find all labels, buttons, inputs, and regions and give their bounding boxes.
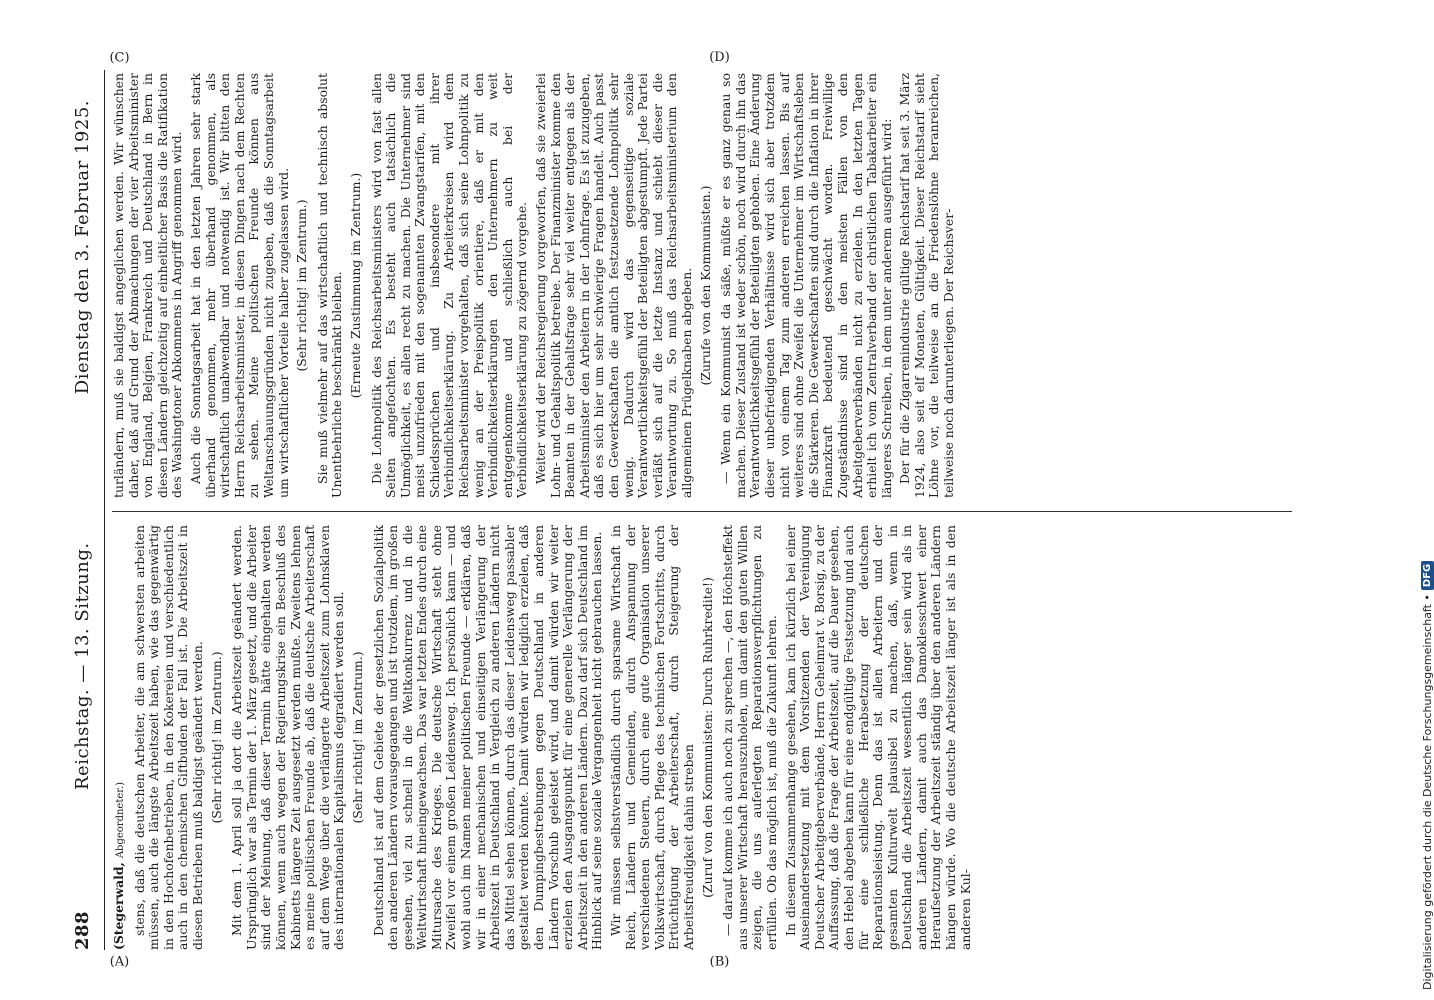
paragraph: In diesem Zusammenhange gesehen, kam ich kürzlich bei einer Auseinandersetzung mit dem Vorsitzenden der Vereinigung Deutscher Arbeitgeberverbände, Herrn Geheimrat v. Borsig, zu der Auffassung, daß die Frage der Arbeitszeit, auf die Dauer gesehen, den Hebel abgeben kann für eine endgültige Festsetzung und auch für eine schließliche Herabsetzung der deutschen Reparationsleistung. Denn das ist allen Arbeitern und der gesamten Kulturwelt plausibel zu machen, daß, wenn in Deutschland die Arbeitszeit wesentlich länger sein wird als in anderen Ländern, damit auch das Damoklesschwert einer Heraufsetzung der Arbeitszeit ständig über den anderen Ländern hängen würde. Wo die deutsche Arbeitszeit länger ist als in den anderen Kul- bbox=[782, 525, 973, 950]
dfg-logo-icon: DFG bbox=[1421, 561, 1434, 590]
header-right-title: Dienstag den 3. Februar 1925. bbox=[71, 100, 93, 395]
speaker-name: (Stegerwald, bbox=[111, 862, 126, 950]
digitization-credit bbox=[1421, 561, 1434, 990]
interjection: (Erneute Zustimmung im Zentrum.) bbox=[347, 172, 363, 399]
interjection: (Zurufe von den Kommunisten.) bbox=[697, 185, 713, 386]
column-divider bbox=[112, 511, 1292, 512]
paragraph: Weiter wird der Reichsregierung vorgeworfen, daß sie zweierlei Lohn- und Gehaltspolitik betreibe. Der Finanzminister komme den Beamten in der Gehaltsfrage sehr viel weiter entgegen als der Arbeitsminister den Arbeitern in der Lohnfrage. Es ist zuzugeben, daß es sich hier um sehr schwierige Fragen handelt. Auch passt den Gewerkschaften die amtlich festzusetzende Lohnpolitik sehr wenig. Dadurch wird das gegenseitige soziale Verantwortlichkeitsgefühl der Beteiligten abgestumpft. Jede Partei verläßt sich auf die letzte Instanz und schiebt dieser die Verantwortung zu. So muß das Reichsarbeitsministerium den allgemeinen Prügelknaben abgeben. bbox=[533, 73, 694, 498]
column-left bbox=[112, 525, 1292, 950]
column-left-text bbox=[112, 525, 973, 950]
margin-letter-a: (A) bbox=[109, 954, 130, 970]
credit-text: Digitalisierung gefördert durch die Deutsche Forschungsgemeinschaft • bbox=[1421, 594, 1434, 990]
paragraph: Mit dem 1. April soll ja dort die Arbeitszeit geändert werden. Ursprünglich war als Termin der 1. März gesetzt, und die Arbeiter sind der Meinung, daß dieser Termin hätte eingehalten werden können, wenn auch wegen der Regierungskrise ein Beschluß des Kabinetts längere Zeit ausgesetzt werden mußte. Zweitens lehnen es meine politischen Freunde ab, daß die deutsche Arbeiterschaft auf dem Wege über die verlängerte Arbeitszeit zum Lohnsklaven des internationalen Kapitalismus degradiert werden soll. bbox=[229, 525, 347, 950]
paragraph: Sie muß vielmehr auf das wirtschaftlich und technisch absolut Unentbehrliche beschränkt bleiben. bbox=[314, 73, 345, 498]
paragraph: Auch die Sonntagsarbeit hat in den letzten Jahren sehr stark überhand genommen, mehr überhand genommen, als wirtschaftlich unabwendbar und notwendig ist. Wir bitten den Herrn Reichsarbeitsminister, in diesen Dingen nach dem Rechten zu sehen. Meine politischen Freunde können aus Weltanschauungsgründen nicht zugeben, daß die Sonntagsarbeit um wirtschaftlicher Vorteile halber zugelassen wird. bbox=[187, 73, 291, 498]
paragraph: stens, daß die deutschen Arbeiter, die am schwersten arbeiten müssen, auch die längste Arbeitszeit haben, wie das gegenwärtig in den Hochofenbetrieben, in den Kokereien und verschiedentlich auch in den chemischen Giftbuden der Fall ist. Die Arbeitszeit in diesen Betrieben muß baldigst geändert werden. bbox=[131, 525, 205, 950]
speaker-line bbox=[112, 525, 129, 950]
interjection: (Zuruf von den Kommunisten: Durch Ruhrkredite!) bbox=[699, 577, 715, 898]
header-rule bbox=[104, 70, 105, 950]
interjection: (Sehr richtig! im Zentrum.) bbox=[294, 199, 310, 372]
paragraph: turländern, muß sie baldigst angeglichen werden. Wir wünschen daher, daß auf Grund der Abmachungen der vier Arbeitsminister von England, Belgien, Frankreich und Deutschland in Bern in diesen Ländern gleichzeitig auf einheitlicher Basis die Ratifikation des Washingtoner Abkommens in Angriff genommen wird. bbox=[111, 73, 185, 498]
rotated-page bbox=[62, 50, 1302, 970]
column-right-text bbox=[112, 73, 957, 498]
paragraph: Der für die Zigarrenindustrie gültige Reichstarif hat seit 3. März 1924, also seit elf Monaten, Gültigkeit. Dieser Reichstarif sieht Löhne vor, die teilweise an die Friedenslöhne heranreichen, teilweise noch darunterliegen. Der Reichsver- bbox=[897, 73, 957, 498]
margin-letter-c: (C) bbox=[109, 50, 130, 66]
page-number: 288 bbox=[71, 910, 93, 950]
margin-letter-b: (B) bbox=[709, 954, 730, 970]
paragraph: Die Lohnpolitik des Reichsarbeitsministers wird von fast allen Seiten angefochten. Es besteht auch tatsächlich die Unmöglichkeit, es allen recht zu machen. Die Unternehmer sind meist unzufrieden mit den sogenannten Zwangstarifen, mit den Schiedssprüchen und insbesondere mit ihrer Verbindlichkeitserklärung. Zu Arbeiterkreisen wird dem Reichsarbeitsminister vorgehalten, daß sich seine Lohnpolitik zu wenig an der Preispolitik orientiere, daß er mit den Verbindlichkeitserklärungen den Unternehmern zu weit entgegenkomme und schließlich auch bei der Verbindlichkeitserklärung zu zögernd vorgehe. bbox=[368, 73, 530, 498]
paragraph: Deutschland ist auf dem Gebiete der gesetzlichen Sozialpolitik den anderen Ländern vorausgegangen und ist trotzdem, im großen gesehen, viel zu schnell in die Weltkonkurrenz und in die Weltwirtschaft hineingewachsen. Das war letzten Endes durch eine Mitursache des Krieges. Die deutsche Wirtschaft steht ohne Zweifel vor einem großen Leidensweg. Ich persönlich kann — und wohl auch im Namen meiner politischen Freunde — erklären, daß wir in einer mechanischen und einseitigen Verlängerung der Arbeitszeit in Deutschland in Vergleich zu anderen Ländern nicht das Mittel sehen können, durch das dieser Leidensweg passabler gestaltet werden könnte. Damit würden wir lediglich erzielen, daß den Dumpingbestrebungen gegen Deutschland in anderen Ländern Vorschub geleistet wird, und damit würden wir weiter erzielen den Ausgangspunkt für eine generelle Verlängerung der Arbeitszeit in den anderen Ländern. Dazu darf sich Deutschland im Hinblick auf seine soziale Vergangenheit nicht gebrauchen lassen. bbox=[370, 525, 605, 950]
header-left-title: Reichstag. — 13. Sitzung. bbox=[71, 542, 93, 790]
column-right bbox=[112, 73, 1292, 498]
margin-letter-d: (D) bbox=[709, 50, 730, 66]
paragraph: Wir müssen selbstverständlich durch sparsame Wirtschaft in Reich, Ländern und Gemeinden, durch Anspannung der verschiedenen Steuern, durch eine gute Organisation unserer Volkswirtschaft, durch Pflege des technischen Fortschritts, durch Ertüchtigung der Arbeiterschaft, durch Steigerung der Arbeitsfreudigkeit dahin streben bbox=[608, 525, 696, 950]
interjection: (Sehr richtig! im Zentrum.) bbox=[349, 651, 365, 824]
interjection: (Sehr richtig! im Zentrum.) bbox=[208, 651, 224, 824]
speaker-role: Abgeordneter.) bbox=[115, 781, 126, 859]
paragraph: — darauf komme ich auch noch zu sprechen —, den Höchsteffekt aus unserer Wirtschaft herauszuholen, um damit den guten Willen zeigen, die uns auferlegten Reparationsverpflichtungen zu erfüllen. Ob das möglich ist, muß die Zukunft lehren. bbox=[720, 525, 779, 950]
page-header bbox=[62, 70, 102, 950]
paragraph: — Wenn ein Kommunist da säße, müßte er es ganz genau so machen. Dieser Zustand ist weder schön, noch wird durch ihn das Verantwortlichkeitsgefühl der Beteiligten gehoben. Eine Änderung dieser unbefriedigenden Verhältnisse wird sich aber trotzdem nicht von einem Tag zum anderen erreichen lassen. Bis auf weiteres sind ohne Zweifel die Unternehmer im Wirtschaftsleben die Stärkeren. Die Gewerkschaften sind durch die Inflation in ihrer Finanzkraft bedeutend geschwächt worden. Freiwillige Zugeständnisse sind in den meisten Fällen von den Arbeitgeberverbänden nicht zu erzielen. In den letzten Tagen erhielt ich vom Zentralverband der christlichen Tabakarbeiter ein längeres Schreiben, in dem unter anderem ausgeführt wird: bbox=[718, 73, 894, 498]
